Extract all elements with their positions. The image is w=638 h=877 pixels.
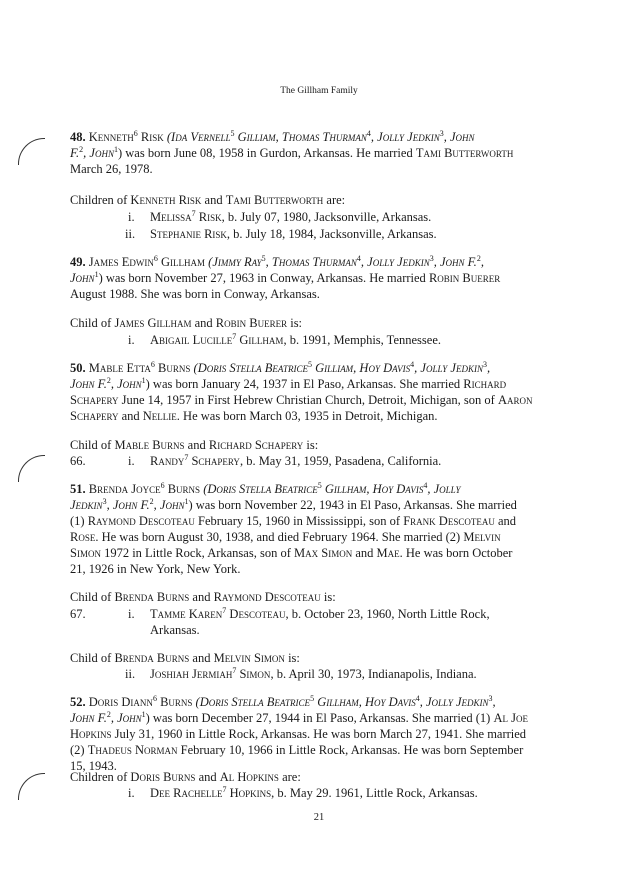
- page-number: 21: [313, 812, 325, 823]
- text-segment: ) was born November 27, 1963 in Conway, Arkansas. He married: [98, 271, 429, 285]
- text-line: [70, 530, 501, 545]
- text-segment: ,: [492, 695, 496, 709]
- text-segment: Thadeus Norman: [87, 743, 178, 757]
- text-line: [150, 227, 437, 242]
- text-segment: Children of: [70, 193, 131, 207]
- text-line: [70, 546, 512, 561]
- text-segment: Child of: [70, 438, 115, 452]
- text-segment: February 10, 1966 in Little Rock, Arkansas. He was born September: [177, 743, 524, 757]
- generation-superscript: 5: [317, 480, 322, 490]
- text-line: [128, 607, 135, 622]
- text-segment: ,: [433, 255, 440, 269]
- text-segment: Joshiah Jermiah: [150, 667, 233, 681]
- text-segment: Raymond Descoteau: [213, 590, 321, 604]
- generation-superscript: 2: [106, 709, 111, 719]
- text-segment: and: [195, 770, 220, 784]
- text-segment: and: [189, 651, 214, 665]
- text-segment: Jolly: [433, 482, 461, 496]
- text-segment: Doris Burns: [130, 770, 196, 784]
- text-segment: Thomas Thurman: [271, 255, 357, 269]
- text-segment: Ida Vernell: [171, 130, 231, 144]
- text-segment: i.: [128, 607, 135, 621]
- text-segment: Richard Schapery: [208, 438, 304, 452]
- text-segment: and: [184, 438, 209, 452]
- text-line: [150, 607, 490, 622]
- text-segment: Burns: [156, 695, 193, 709]
- text-segment: Gillham, Hoy Davis: [324, 482, 424, 496]
- text-segment: is:: [284, 651, 300, 665]
- text-segment: ii.: [125, 667, 136, 681]
- text-segment: John F.: [70, 377, 107, 391]
- generation-superscript: 1: [141, 709, 146, 719]
- text-segment: Robin Buerer: [215, 316, 288, 330]
- text-segment: (2): [70, 743, 88, 757]
- generation-superscript: 4: [423, 480, 428, 490]
- text-line: [70, 255, 484, 270]
- text-segment: 48.: [70, 130, 89, 144]
- text-segment: ,: [265, 255, 272, 269]
- text-segment: ,: [443, 130, 450, 144]
- text-segment: is:: [287, 316, 303, 330]
- text-segment: Child of: [70, 651, 115, 665]
- text-line: [70, 130, 475, 145]
- text-segment: ,: [414, 361, 421, 375]
- text-segment: James Edwin: [88, 255, 154, 269]
- text-segment: , b. April 30, 1973, Indianapolis, Indiana.: [270, 667, 477, 681]
- text-line: [70, 162, 153, 177]
- text-segment: Risk: [137, 130, 164, 144]
- text-line: [70, 562, 241, 577]
- text-segment: ,: [153, 498, 160, 512]
- text-segment: , b. 1991, Memphis, Tennessee.: [283, 333, 441, 347]
- text-line: [70, 438, 318, 453]
- text-line: [70, 409, 438, 424]
- text-segment: Richard: [463, 377, 507, 391]
- generation-superscript: 2: [149, 496, 154, 506]
- page-header: The Gillham Family: [280, 86, 358, 96]
- text-segment: ,: [427, 482, 434, 496]
- text-segment: Hopkins: [70, 727, 112, 741]
- text-segment: Al Joe: [493, 711, 528, 725]
- generation-superscript: 1: [94, 269, 99, 279]
- text-segment: ,: [480, 255, 484, 269]
- text-segment: ,: [370, 130, 378, 144]
- text-line: [128, 210, 135, 225]
- text-segment: ) was born June 08, 1958 in Gurdon, Arkansas. He married: [117, 146, 416, 160]
- text-segment: ,: [110, 711, 118, 725]
- text-line: [70, 287, 320, 302]
- text-line: [70, 607, 86, 622]
- text-segment: Descoteau: [226, 607, 286, 621]
- text-line: [125, 227, 135, 242]
- text-segment: Gillham, Hoy Davis: [317, 695, 416, 709]
- text-segment: 66.: [70, 454, 86, 468]
- text-segment: John F.: [112, 498, 150, 512]
- text-segment: Schapery: [188, 454, 240, 468]
- generation-superscript: 5: [310, 693, 315, 703]
- generation-superscript: 6: [152, 693, 157, 703]
- text-line: [128, 333, 135, 348]
- text-segment: Brenda Burns: [114, 590, 190, 604]
- text-line: [70, 743, 523, 758]
- text-line: [70, 361, 490, 376]
- text-segment: Child of: [70, 590, 115, 604]
- text-segment: Schapery: [70, 409, 119, 423]
- text-line: [70, 271, 500, 286]
- text-segment: 67.: [70, 607, 86, 621]
- generation-superscript: 5: [261, 253, 266, 263]
- text-line: [70, 590, 336, 605]
- generation-superscript: 3: [482, 359, 487, 369]
- text-segment: Schapery: [70, 393, 119, 407]
- text-line: [150, 210, 431, 225]
- text-segment: Nellie: [142, 409, 177, 423]
- punch-hole-mark: [18, 455, 45, 482]
- text-segment: 15, 1943.: [70, 759, 117, 773]
- text-segment: and: [494, 514, 517, 528]
- text-segment: John F.: [439, 255, 477, 269]
- text-segment: ,: [419, 695, 426, 709]
- text-segment: Randy: [150, 454, 185, 468]
- text-segment: Stephanie Risk: [150, 227, 227, 241]
- generation-superscript: 7: [191, 208, 196, 218]
- text-segment: John F.: [70, 711, 107, 725]
- text-segment: Aaron: [497, 393, 533, 407]
- generation-superscript: 6: [150, 359, 155, 369]
- text-line: [125, 667, 135, 682]
- text-line: [150, 623, 200, 638]
- text-segment: (: [205, 255, 213, 269]
- text-segment: Gilliam, Hoy Davis: [315, 361, 411, 375]
- generation-superscript: 3: [439, 128, 444, 138]
- text-segment: Jedkin: [70, 498, 103, 512]
- text-segment: Children of: [70, 770, 131, 784]
- text-segment: Melissa: [150, 210, 192, 224]
- text-segment: i.: [128, 786, 135, 800]
- text-segment: Hopkins: [226, 786, 272, 800]
- text-segment: Burns: [164, 482, 201, 496]
- text-segment: . He was born August 30, 1938, and died February 1964. She married (2): [95, 530, 464, 544]
- text-segment: Jolly Jedkin: [377, 130, 440, 144]
- text-segment: Al Hopkins: [219, 770, 279, 784]
- text-line: [70, 514, 516, 529]
- text-line: [150, 333, 441, 348]
- text-segment: , b. October 23, 1960, North Little Rock,: [285, 607, 490, 621]
- text-segment: ,: [110, 377, 118, 391]
- text-segment: 50.: [70, 361, 89, 375]
- text-segment: (: [192, 695, 200, 709]
- text-segment: Gillham: [236, 333, 284, 347]
- text-segment: Simon: [236, 667, 271, 681]
- text-segment: i.: [128, 210, 135, 224]
- text-segment: August 1988. She was born in Conway, Arkansas.: [70, 287, 320, 301]
- text-segment: are:: [278, 770, 301, 784]
- generation-superscript: 4: [366, 128, 371, 138]
- generation-superscript: 1: [113, 144, 118, 154]
- text-segment: Doris Diann: [88, 695, 153, 709]
- text-segment: John: [449, 130, 475, 144]
- text-line: [70, 498, 517, 513]
- generation-superscript: 6: [153, 253, 158, 263]
- text-segment: Dee Rachelle: [150, 786, 223, 800]
- text-segment: Jolly Jedkin: [425, 695, 489, 709]
- text-segment: and: [118, 409, 143, 423]
- text-segment: Tami Butterworth: [415, 146, 514, 160]
- text-segment: Gillham: [157, 255, 206, 269]
- generation-superscript: 7: [222, 605, 227, 615]
- text-segment: . He was born October: [399, 546, 513, 560]
- text-line: [70, 770, 301, 785]
- text-segment: , b. July 18, 1984, Jacksonville, Arkansas.: [226, 227, 437, 241]
- text-segment: Kenneth Risk: [130, 193, 202, 207]
- text-segment: Doris Stella Beatrice: [207, 482, 318, 496]
- text-segment: , b. July 07, 1980, Jacksonville, Arkansas.: [221, 210, 432, 224]
- punch-hole-mark: [18, 773, 45, 800]
- text-segment: Gilliam, Thomas Thurman: [237, 130, 367, 144]
- generation-superscript: 6: [133, 128, 138, 138]
- text-segment: Rose: [70, 530, 96, 544]
- text-segment: John: [70, 271, 95, 285]
- text-segment: 52.: [70, 695, 89, 709]
- text-segment: John: [117, 377, 142, 391]
- text-line: [150, 454, 441, 469]
- text-segment: ) was born January 24, 1937 in El Paso, Arkansas. She married: [145, 377, 464, 391]
- text-segment: Brenda Burns: [114, 651, 190, 665]
- text-segment: and: [189, 590, 214, 604]
- generation-superscript: 7: [232, 331, 237, 341]
- text-segment: F.: [70, 146, 80, 160]
- text-segment: (1): [70, 514, 88, 528]
- text-segment: Abigail Lucille: [150, 333, 233, 347]
- text-segment: 51.: [70, 482, 89, 496]
- text-segment: Mae: [376, 546, 400, 560]
- text-segment: Mable Etta: [88, 361, 151, 375]
- text-segment: ) was born November 22, 1943 in El Paso, Arkansas. She married: [188, 498, 517, 512]
- generation-superscript: 3: [102, 496, 107, 506]
- text-segment: is:: [303, 438, 319, 452]
- text-line: [70, 482, 460, 497]
- generation-superscript: 5: [308, 359, 313, 369]
- text-segment: Tamme Karen: [150, 607, 223, 621]
- text-segment: Simon: [70, 546, 101, 560]
- generation-superscript: 2: [476, 253, 481, 263]
- text-segment: John: [159, 498, 185, 512]
- text-line: [128, 454, 135, 469]
- generation-superscript: 7: [232, 665, 237, 675]
- text-segment: John: [89, 146, 114, 160]
- text-segment: Jolly Jedkin: [367, 255, 430, 269]
- text-segment: Doris Stella Beatrice: [199, 695, 311, 709]
- text-segment: ii.: [125, 227, 136, 241]
- text-segment: Melvin: [463, 530, 501, 544]
- text-segment: Brenda Joyce: [88, 482, 161, 496]
- text-segment: are:: [323, 193, 346, 207]
- text-segment: Doris Stella Beatrice: [197, 361, 309, 375]
- text-segment: is:: [320, 590, 336, 604]
- text-segment: and: [201, 193, 226, 207]
- text-segment: James Gillham: [114, 316, 192, 330]
- text-segment: ,: [360, 255, 368, 269]
- text-line: [70, 393, 532, 408]
- text-segment: (: [190, 361, 198, 375]
- text-segment: Jimmy Ray: [212, 255, 262, 269]
- text-segment: Tami Butterworth: [225, 193, 324, 207]
- text-line: [70, 711, 528, 726]
- text-segment: Jolly Jedkin: [420, 361, 483, 375]
- generation-superscript: 4: [356, 253, 361, 263]
- text-segment: , b. May 31, 1959, Pasadena, California.: [239, 454, 442, 468]
- text-segment: 21, 1926 in New York, New York.: [70, 562, 241, 576]
- text-segment: Melvin Simon: [213, 651, 285, 665]
- text-segment: Frank Descoteau: [403, 514, 495, 528]
- text-segment: John: [117, 711, 142, 725]
- text-segment: Robin Buerer: [428, 271, 501, 285]
- generation-superscript: 3: [429, 253, 434, 263]
- text-segment: March 26, 1978.: [70, 162, 153, 176]
- text-segment: February 15, 1960 in Mississippi, son of: [194, 514, 404, 528]
- text-segment: Child of: [70, 316, 115, 330]
- text-line: [70, 316, 302, 331]
- text-line: [150, 786, 478, 801]
- text-segment: . He was born March 03, 1935 in Detroit, Michigan.: [176, 409, 438, 423]
- text-segment: ,: [486, 361, 491, 375]
- text-line: [70, 727, 526, 742]
- text-segment: Risk: [195, 210, 222, 224]
- text-segment: June 14, 1957 in First Hebrew Christian Church, Detroit, Michigan, son of: [118, 393, 498, 407]
- text-line: [70, 193, 345, 208]
- text-line: [150, 667, 477, 682]
- generation-superscript: 1: [141, 375, 146, 385]
- generation-superscript: 1: [184, 496, 189, 506]
- text-segment: ,: [106, 498, 113, 512]
- generation-superscript: 7: [222, 784, 227, 794]
- text-segment: and: [191, 316, 216, 330]
- text-segment: Kenneth: [88, 130, 134, 144]
- generation-superscript: 2: [106, 375, 111, 385]
- generation-superscript: 5: [230, 128, 235, 138]
- text-segment: and: [352, 546, 377, 560]
- text-segment: i.: [128, 454, 135, 468]
- text-segment: Raymond Descoteau: [87, 514, 195, 528]
- text-segment: (: [200, 482, 208, 496]
- text-segment: Mable Burns: [114, 438, 185, 452]
- text-segment: Arkansas.: [150, 623, 200, 637]
- generation-superscript: 3: [488, 693, 493, 703]
- generation-superscript: 4: [410, 359, 415, 369]
- text-segment: i.: [128, 333, 135, 347]
- text-line: [70, 695, 496, 710]
- generation-superscript: 7: [184, 452, 189, 462]
- text-segment: Max Simon: [294, 546, 353, 560]
- text-segment: July 31, 1960 in Little Rock, Arkansas. He was born March 27, 1941. She married: [111, 727, 527, 741]
- text-line: [128, 786, 135, 801]
- generation-superscript: 2: [79, 144, 84, 154]
- text-segment: Burns: [154, 361, 191, 375]
- generation-superscript: 4: [415, 693, 420, 703]
- text-line: [70, 146, 513, 161]
- text-line: [70, 651, 300, 666]
- generation-superscript: 6: [160, 480, 165, 490]
- text-segment: ) was born December 27, 1944 in El Paso, Arkansas. She married (1): [145, 711, 494, 725]
- text-line: [70, 454, 86, 469]
- text-segment: ,: [83, 146, 90, 160]
- text-segment: 1972 in Little Rock, Arkansas, son of: [100, 546, 294, 560]
- text-segment: 49.: [70, 255, 89, 269]
- text-segment: , b. May 29. 1961, Little Rock, Arkansas.: [271, 786, 478, 800]
- punch-hole-mark: [18, 138, 45, 165]
- text-line: [70, 377, 506, 392]
- text-segment: (: [163, 130, 172, 144]
